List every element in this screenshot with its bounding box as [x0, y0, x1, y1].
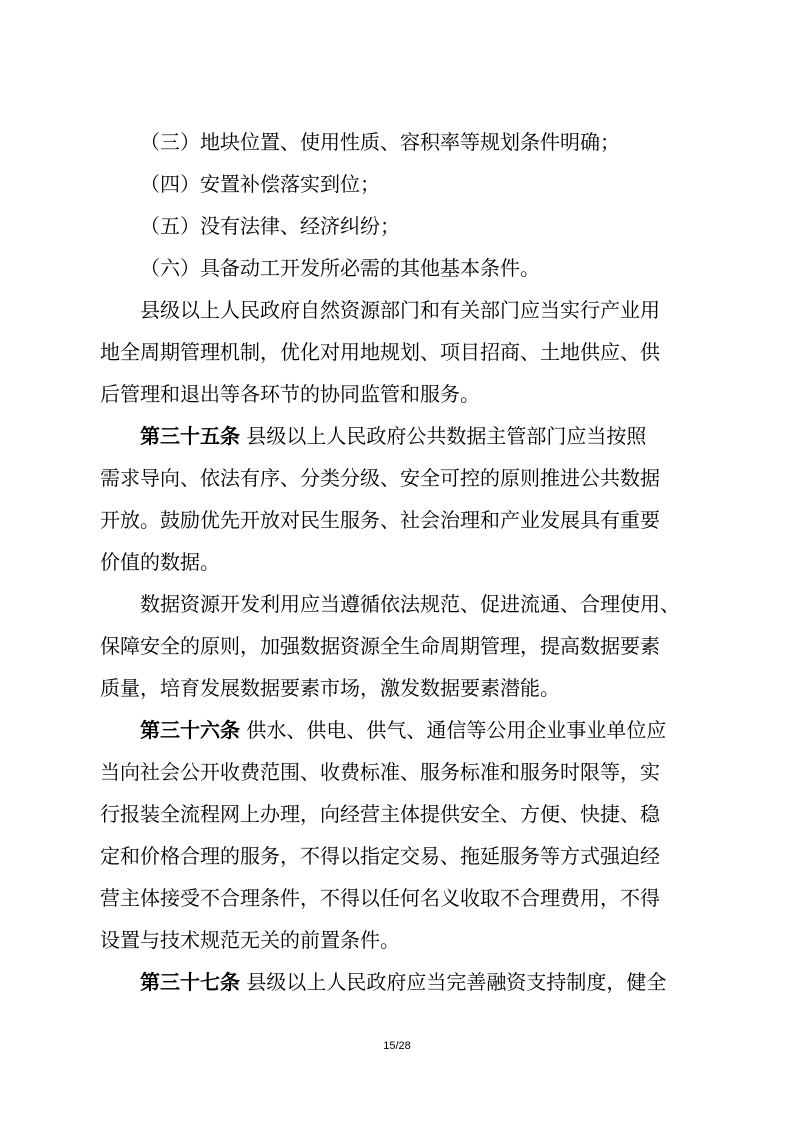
clause-item-5: （五）没有法律、经济纠纷； — [140, 214, 400, 238]
paragraph-line: 开放。鼓励优先开放对民生服务、社会治理和产业发展具有重要 — [100, 508, 660, 532]
article-37-heading: 第三十七条 — [140, 970, 240, 994]
paragraph-line: 定和价格合理的服务，不得以指定交易、拖延服务等方式强迫经 — [100, 844, 660, 868]
clause-item-4: （四）安置补偿落实到位； — [140, 172, 380, 196]
paragraph-line: 县级以上人民政府自然资源部门和有关部门应当实行产业用 — [140, 298, 660, 322]
paragraph-line: 当向社会公开收费范围、收费标准、服务标准和服务时限等，实 — [100, 760, 660, 784]
paragraph-line: 保障安全的原则，加强数据资源全生命周期管理，提高数据要素 — [100, 634, 660, 658]
article-36-heading: 第三十六条 — [140, 718, 240, 742]
paragraph-line: 数据资源开发利用应当遵循依法规范、促进流通、合理使用、 — [140, 592, 680, 616]
page-number: 15/28 — [383, 1040, 411, 1052]
paragraph-line: 后管理和退出等各环节的协同监管和服务。 — [100, 382, 480, 406]
clause-item-6: （六）具备动工开发所必需的其他基本条件。 — [140, 256, 540, 280]
paragraph-line: 地全周期管理机制，优化对用地规划、项目招商、土地供应、供 — [100, 340, 660, 364]
article-35-text: 县级以上人民政府公共数据主管部门应当按照 — [246, 424, 647, 448]
clause-item-3: （三）地块位置、使用性质、容积率等规划条件明确； — [140, 130, 620, 154]
paragraph-line: 价值的数据。 — [100, 550, 220, 574]
article-36-text: 供水、供电、供气、通信等公用企业事业单位应 — [246, 718, 667, 742]
paragraph-line: 需求导向、依法有序、分类分级、安全可控的原则推进公共数据 — [100, 466, 660, 490]
paragraph-line: 设置与技术规范无关的前置条件。 — [100, 928, 400, 952]
paragraph-line: 营主体接受不合理条件，不得以任何名义收取不合理费用，不得 — [100, 886, 660, 910]
paragraph-line: 行报装全流程网上办理，向经营主体提供安全、方便、快捷、稳 — [100, 802, 660, 826]
article-35-first-line — [140, 421, 696, 451]
article-37-first-line — [140, 967, 696, 997]
article-36-first-line — [140, 715, 696, 745]
article-35-heading: 第三十五条 — [140, 424, 240, 448]
article-37-text: 县级以上人民政府应当完善融资支持制度，健全 — [246, 970, 667, 994]
paragraph-line: 质量，培育发展数据要素市场，激发数据要素潜能。 — [100, 676, 560, 700]
